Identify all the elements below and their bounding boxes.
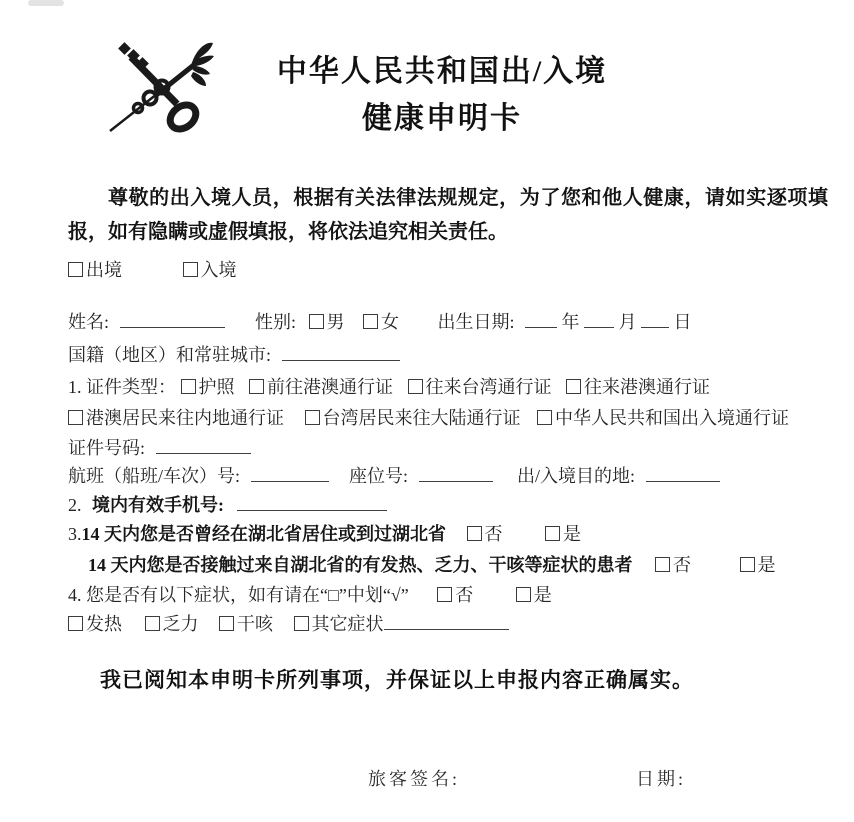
day-label: 日 (673, 312, 692, 332)
cert-no-label: 证件号码: (68, 438, 146, 458)
symptom-option (219, 614, 273, 634)
male-label: 男 (326, 312, 345, 332)
female-label: 女 (381, 312, 400, 332)
cough-checkbox[interactable] (219, 616, 234, 631)
q1-label: 1. 证件类型： (68, 377, 176, 397)
hkmo-resident-permit-checkbox[interactable] (68, 410, 83, 425)
no-label: 否 (455, 585, 474, 605)
no-label: 否 (673, 555, 691, 575)
cert-number-row (68, 434, 842, 460)
hubei-contact-row (88, 551, 842, 577)
flight-blank[interactable] (251, 479, 329, 482)
dob-day-blank[interactable] (641, 325, 669, 328)
hkmo-go-permit-checkbox[interactable] (249, 379, 264, 394)
male-option (309, 312, 345, 332)
notice-text: 尊敬的出入境人员，根据有关法律法规规定，为了您和他人健康，请如实逐项填报，如有隐瞒或虚假填报，将依法追究相关责任。 (68, 187, 828, 243)
passport-checkbox[interactable] (181, 379, 196, 394)
seat-label: 座位号: (349, 466, 409, 486)
signature-label: 旅客签名: (368, 769, 461, 789)
q2-label: 境内有效手机号: (92, 495, 224, 515)
doc-option (181, 377, 235, 397)
q4-label: 4. 您是否有以下症状，如有请在“□”中划“√” (68, 585, 409, 605)
month-label: 月 (618, 312, 637, 332)
q3-line2-label: 14 天内您是否接触过来自湖北省的有发热、乏力、干咳等症状的患者 (88, 555, 633, 575)
entry-label: 入境 (200, 260, 237, 280)
male-checkbox[interactable] (309, 314, 324, 329)
female-checkbox[interactable] (363, 314, 378, 329)
doc-option (68, 408, 284, 428)
option-label: 中华人民共和国出入境通行证 (555, 408, 789, 428)
dob-label: 出生日期: (437, 312, 515, 332)
dob-year-blank[interactable] (525, 325, 557, 328)
option-label: 前往港澳通行证 (267, 377, 393, 397)
symptom-label: 乏力 (162, 614, 199, 634)
doc-option (566, 377, 710, 397)
q2-number: 2. (68, 495, 82, 515)
direction-row (68, 256, 842, 282)
page-title (30, 48, 854, 142)
other-symptoms-checkbox[interactable] (294, 616, 309, 631)
doc-option (305, 408, 521, 428)
flight-label: 航班（船班/车次）号: (68, 466, 241, 486)
q3-number: 3. (68, 524, 82, 544)
q3b-yes-checkbox[interactable] (740, 557, 755, 572)
name-gender-dob-row (68, 308, 842, 334)
q3a-yes-checkbox[interactable] (545, 526, 560, 541)
dob-month-blank[interactable] (584, 325, 614, 328)
nationality-label: 国籍（地区）和常驻城市: (68, 345, 271, 365)
taiwan-travel-permit-checkbox[interactable] (408, 379, 423, 394)
cert-no-blank[interactable] (156, 451, 251, 454)
symptom-option (68, 614, 122, 634)
gender-label: 性别: (255, 312, 297, 332)
document-type-row2 (68, 404, 842, 430)
destination-blank[interactable] (646, 479, 720, 482)
symptom-option (294, 614, 384, 634)
q3a-no-checkbox[interactable] (467, 526, 482, 541)
hubei-visit-row (68, 520, 842, 546)
symptom-question-row (68, 581, 842, 607)
seat-blank[interactable] (419, 479, 493, 482)
yes-option (740, 555, 776, 575)
page-title-line2: 健康申明卡 (362, 102, 522, 135)
hkmo-travel-permit-checkbox[interactable] (566, 379, 581, 394)
page-title-line1: 中华人民共和国出/入境 (276, 55, 608, 88)
option-label: 护照 (198, 377, 235, 397)
exit-checkbox[interactable] (68, 262, 83, 277)
nationality-blank[interactable] (282, 358, 400, 361)
option-label: 港澳居民来往内地通行证 (86, 408, 284, 428)
date-label: 日期: (636, 769, 687, 789)
taiwan-resident-permit-checkbox[interactable] (305, 410, 320, 425)
yes-label: 是 (533, 585, 552, 605)
exit-label: 出境 (86, 260, 122, 280)
phone-row (68, 491, 842, 517)
no-option (437, 585, 473, 605)
yes-option (516, 585, 552, 605)
symptom-label: 其它症状 (311, 614, 384, 634)
option-label: 台湾居民来往大陆通行证 (322, 408, 521, 428)
scan-artifact (28, 0, 64, 6)
year-label: 年 (561, 312, 580, 332)
symptom-label: 干咳 (237, 614, 273, 634)
nationality-row (68, 341, 842, 367)
fatigue-checkbox[interactable] (145, 616, 160, 631)
symptom-label: 发热 (86, 614, 122, 634)
doc-option (408, 377, 552, 397)
other-symptoms-blank[interactable] (384, 627, 509, 630)
entry-checkbox[interactable] (183, 262, 198, 277)
option-label: 往来港澳通行证 (584, 377, 710, 397)
symptom-options-row (68, 610, 842, 636)
entry-option (183, 260, 237, 280)
option-label: 往来台湾通行证 (425, 377, 552, 397)
no-option (655, 555, 691, 575)
declaration-text: 我已阅知本申明卡所列事项，并保证以上申报内容正确属实。 (100, 669, 694, 692)
symptom-option (145, 614, 199, 634)
q3b-no-checkbox[interactable] (655, 557, 670, 572)
exit-option (68, 260, 122, 280)
document-type-row (68, 373, 842, 399)
fever-checkbox[interactable] (68, 616, 83, 631)
no-label: 否 (484, 524, 503, 544)
travel-row (68, 462, 842, 488)
no-option (467, 524, 503, 544)
phone-blank[interactable] (237, 508, 387, 511)
doc-option (249, 377, 393, 397)
name-label: 姓名: (68, 312, 110, 332)
prc-exit-entry-permit-checkbox[interactable] (537, 410, 552, 425)
q4-yes-checkbox[interactable] (516, 587, 531, 602)
yes-option (545, 524, 581, 544)
q4-no-checkbox[interactable] (437, 587, 452, 602)
yes-label: 是 (757, 555, 776, 575)
name-blank[interactable] (120, 325, 225, 328)
yes-label: 是 (563, 524, 581, 544)
destination-label: 出/入境目的地: (517, 466, 636, 486)
q3-line1-label: 14 天内您是否曾经在湖北省居住或到过湖北省 (81, 524, 446, 544)
female-option (363, 312, 399, 332)
doc-option (537, 408, 789, 428)
